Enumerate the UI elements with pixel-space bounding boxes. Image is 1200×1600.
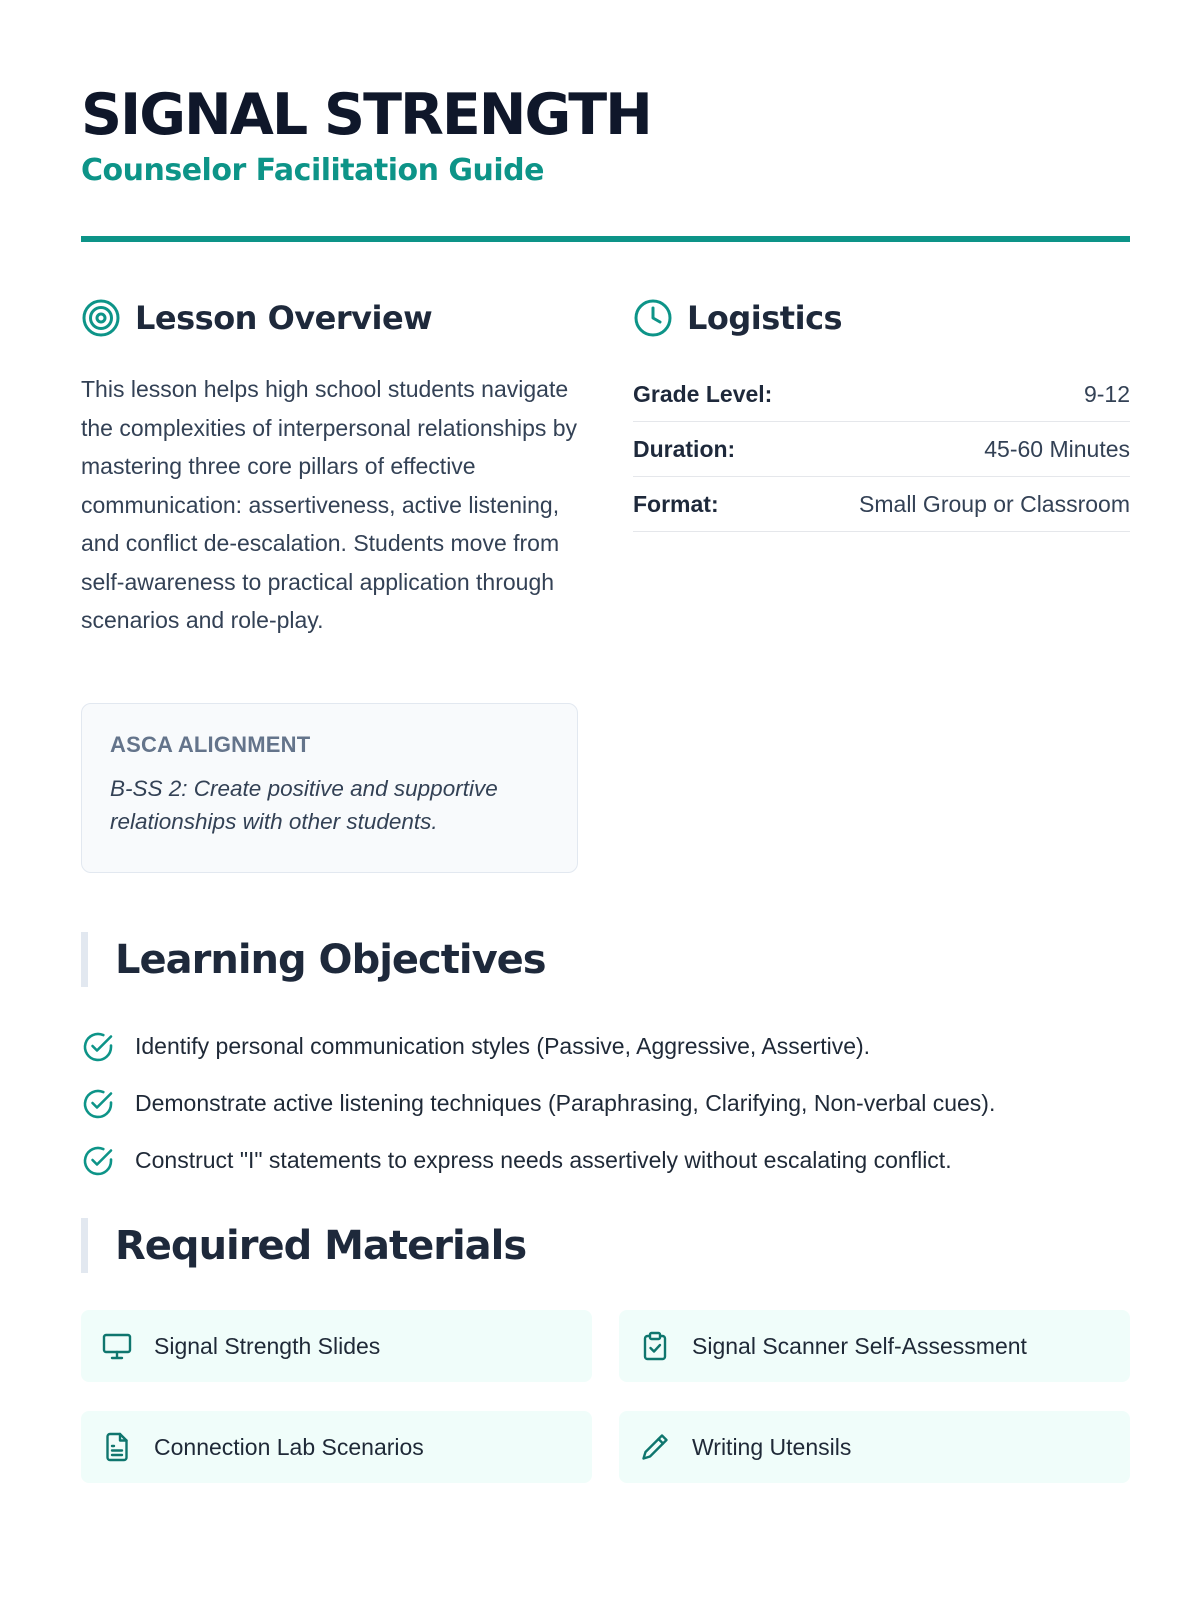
logistics-key: Duration:: [633, 435, 736, 462]
list-item: [81, 1018, 1141, 1075]
learning-objectives-heading: Learning Objectives: [115, 936, 546, 983]
list-item: [81, 1075, 1141, 1132]
material-item: [619, 1411, 1130, 1483]
required-materials-heading: Required Materials: [115, 1222, 527, 1269]
material-label: Signal Strength Slides: [154, 1332, 381, 1359]
material-label: Signal Scanner Self-Assessment: [692, 1332, 1027, 1359]
asca-alignment-label: ASCA ALIGNMENT: [110, 732, 311, 757]
material-label: Writing Utensils: [692, 1433, 852, 1460]
objectives-list: [81, 1018, 1141, 1189]
clock-icon: [633, 298, 673, 338]
asca-alignment-card: [81, 703, 578, 873]
header-divider: [81, 236, 1130, 242]
list-item: [81, 1132, 1141, 1189]
lesson-overview-heading: Lesson Overview: [135, 299, 433, 337]
section-accent-bar: [81, 1218, 88, 1273]
logistics-row-duration: [633, 422, 1130, 477]
document-icon: [101, 1431, 133, 1463]
logistics-heading: Logistics: [687, 299, 843, 337]
objective-text: Demonstrate active listening techniques (Paraphrasing, Clarifying, Non-verbal cues).: [135, 1090, 996, 1116]
check-circle-icon: [81, 1087, 115, 1121]
objective-text: Construct "I" statements to express needs assertively without escalating conflict.: [135, 1147, 952, 1173]
page-subtitle: Counselor Facilitation Guide: [81, 153, 544, 188]
check-circle-icon: [81, 1144, 115, 1178]
monitor-icon: [101, 1330, 133, 1362]
target-icon: [81, 298, 121, 338]
material-item: [619, 1310, 1130, 1382]
material-item: [81, 1310, 592, 1382]
material-item: [81, 1411, 592, 1483]
asca-alignment-text: B-SS 2: Create positive and supportive relationships with other students.: [110, 776, 498, 834]
learning-objectives-header: [81, 932, 546, 987]
logistics-value: 45-60 Minutes: [984, 435, 1130, 462]
logistics-key: Grade Level:: [633, 380, 773, 407]
logistics-table: [633, 367, 1130, 532]
lesson-overview-header: [81, 298, 432, 338]
logistics-row-grade: [633, 367, 1130, 422]
material-label: Connection Lab Scenarios: [154, 1433, 424, 1460]
clipboard-check-icon: [639, 1330, 671, 1362]
check-circle-icon: [81, 1030, 115, 1064]
lesson-overview-text: This lesson helps high school students navigate the complexities of interpersonal relationships by mastering three core pillars of effective communication: assertiveness, active listening, and conflict de-escalation. Students move from self-awareness to practical application through scenarios and role-play.: [81, 376, 578, 633]
logistics-header: [633, 298, 842, 338]
required-materials-header: [81, 1218, 526, 1273]
pencil-icon: [639, 1431, 671, 1463]
page-title: SIGNAL STRENGTH: [81, 82, 651, 148]
logistics-value: 9-12: [1083, 380, 1130, 407]
objective-text: Identify personal communication styles (Passive, Aggressive, Assertive).: [135, 1033, 871, 1059]
logistics-key: Format:: [633, 490, 719, 517]
section-accent-bar: [81, 932, 88, 987]
logistics-value: Small Group or Classroom: [859, 490, 1130, 517]
materials-grid: [81, 1310, 1130, 1483]
logistics-row-format: [633, 477, 1130, 532]
